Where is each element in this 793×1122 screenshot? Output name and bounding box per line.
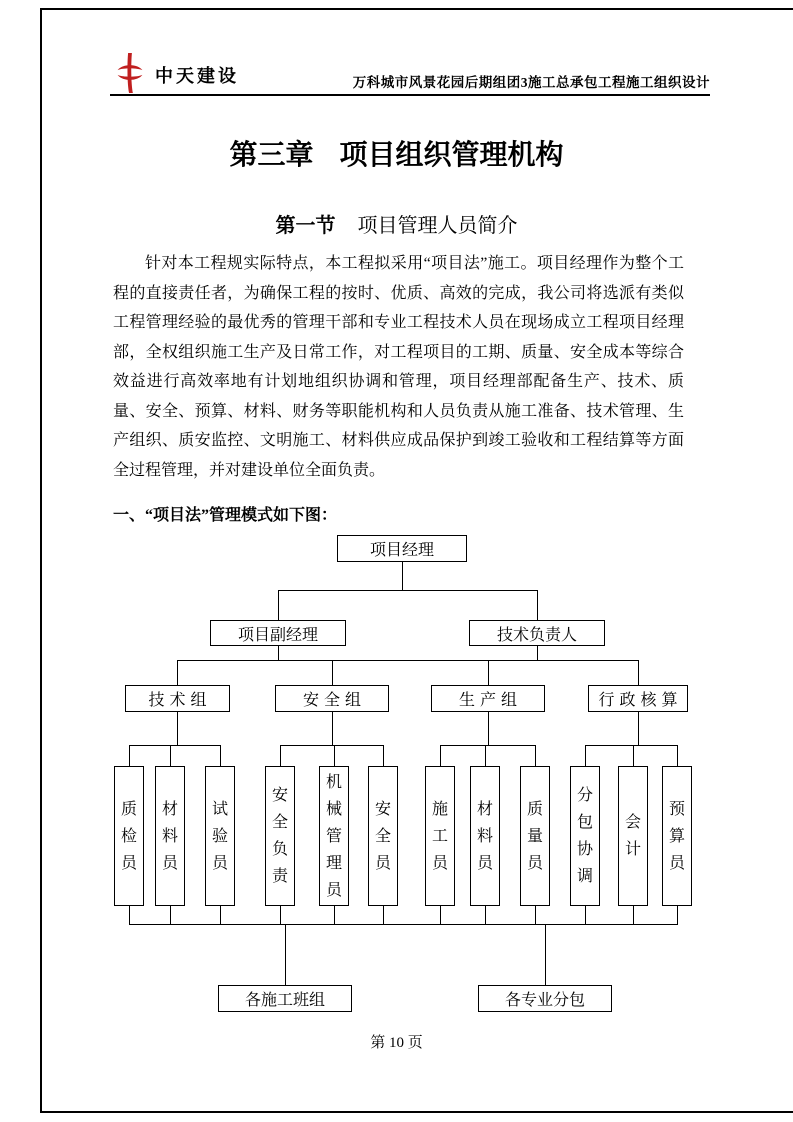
- page-border-bottom: [40, 1111, 793, 1113]
- chapter-title: 项目组织管理机构: [339, 139, 564, 170]
- connector-line: [170, 906, 171, 924]
- connector-line: [485, 906, 486, 924]
- box-specialty-subcontractors: 各专业分包: [478, 985, 612, 1012]
- connector-line: [585, 906, 586, 924]
- connector-line: [585, 745, 586, 766]
- connector-line: [537, 646, 538, 660]
- connector-line: [220, 745, 221, 766]
- member-budget-officer: 预算员: [662, 766, 692, 906]
- connector-line: [170, 745, 171, 766]
- connector-line: [278, 646, 279, 660]
- member-materials-clerk-2: 材料员: [470, 766, 500, 906]
- connector-line: [280, 745, 384, 746]
- connector-line: [485, 745, 486, 766]
- connector-line: [278, 590, 279, 620]
- connector-line: [638, 712, 639, 745]
- page-number: 第 10 页: [370, 1035, 423, 1051]
- section-number: 第一节: [275, 215, 336, 237]
- body-paragraph: 针对本工程规实际特点，本工程拟采用“项目法”施工。项目经理作为整个工程的直接责任者，为确保工程的按时、优质、高效的完成，我公司将选派有类似工程管理经验的最优秀的管理干部和专业工程技术人员在现场成立工程项目经理部，全权组织施工生产及日常工作，对工程项目的工期、质量、安全成本等综合效益进行高效率地有计划地组织协调和管理，项目经理部配备生产、技术、质量、安全、预算、材料、财务等职能机构和人员负责从施工准备、技术管理、生产组织、质安监控、文明施工、材料供应成品保护到竣工验收和工程结算等方面全过程管理，并对建设单位全面负责。: [113, 255, 684, 479]
- connector-line: [633, 906, 634, 924]
- header-rule: [110, 94, 710, 96]
- connector-line: [638, 660, 639, 685]
- connector-line: [677, 745, 678, 766]
- connector-line: [585, 745, 678, 746]
- connector-line: [488, 712, 489, 745]
- connector-line: [440, 745, 441, 766]
- connector-line: [535, 906, 536, 924]
- connector-line: [677, 906, 678, 924]
- box-deputy-project-manager: 项目副经理: [210, 620, 346, 646]
- member-test-technician: 试验员: [205, 766, 235, 906]
- group-admin-accounting: 行政核算: [588, 685, 688, 712]
- connector-line: [440, 906, 441, 924]
- company-name: 中天建设: [155, 66, 239, 86]
- group-safety: 安全组: [275, 685, 389, 712]
- chapter-heading: [0, 133, 793, 173]
- connector-line: [285, 924, 286, 985]
- connector-line: [535, 745, 536, 766]
- connector-line: [488, 660, 489, 685]
- group-production: 生产组: [431, 685, 545, 712]
- connector-line: [332, 660, 333, 685]
- connector-line: [129, 745, 221, 746]
- member-accountant: 会计: [618, 766, 648, 906]
- member-subcontract-coordinator: 分包协调: [570, 766, 600, 906]
- member-materials-clerk: 材料员: [155, 766, 185, 906]
- chapter-number: 第三章: [229, 139, 314, 170]
- company-logo-icon: [113, 52, 147, 94]
- box-construction-teams: 各施工班组: [218, 985, 352, 1012]
- connector-line: [280, 906, 281, 924]
- org-chart: [0, 528, 793, 1022]
- connector-line: [177, 660, 639, 661]
- connector-line: [402, 562, 403, 590]
- connector-line: [440, 745, 536, 746]
- connector-line: [537, 590, 538, 620]
- connector-line: [177, 660, 178, 685]
- box-project-manager: 项目经理: [337, 535, 467, 562]
- member-quality-officer: 质量员: [520, 766, 550, 906]
- connector-line: [129, 906, 130, 924]
- connector-line: [129, 924, 678, 925]
- member-quality-inspector: 质检员: [114, 766, 144, 906]
- connector-line: [220, 906, 221, 924]
- group-technical: 技术组: [125, 685, 230, 712]
- connector-line: [280, 745, 281, 766]
- section-heading: [0, 209, 793, 238]
- member-safety-lead: 安全负责: [265, 766, 295, 906]
- figure-caption: 一、“项目法”管理模式如下图：: [113, 507, 338, 524]
- connector-line: [383, 745, 384, 766]
- connector-line: [545, 924, 546, 985]
- connector-line: [334, 745, 335, 766]
- member-machinery-manager: 机械管理员: [319, 766, 349, 906]
- box-technical-director: 技术负责人: [469, 620, 605, 646]
- connector-line: [278, 590, 538, 591]
- section-title: 项目管理人员简介: [357, 215, 518, 237]
- connector-line: [177, 712, 178, 745]
- connector-line: [383, 906, 384, 924]
- connector-line: [334, 906, 335, 924]
- member-safety-officer: 安全员: [368, 766, 398, 906]
- connector-line: [633, 745, 634, 766]
- document-title: 万科城市风景花园后期组团3施工总承包工程施工组织设计: [352, 75, 710, 90]
- page-border-top: [40, 8, 793, 10]
- connector-line: [332, 712, 333, 745]
- connector-line: [129, 745, 130, 766]
- member-construction-worker: 施工员: [425, 766, 455, 906]
